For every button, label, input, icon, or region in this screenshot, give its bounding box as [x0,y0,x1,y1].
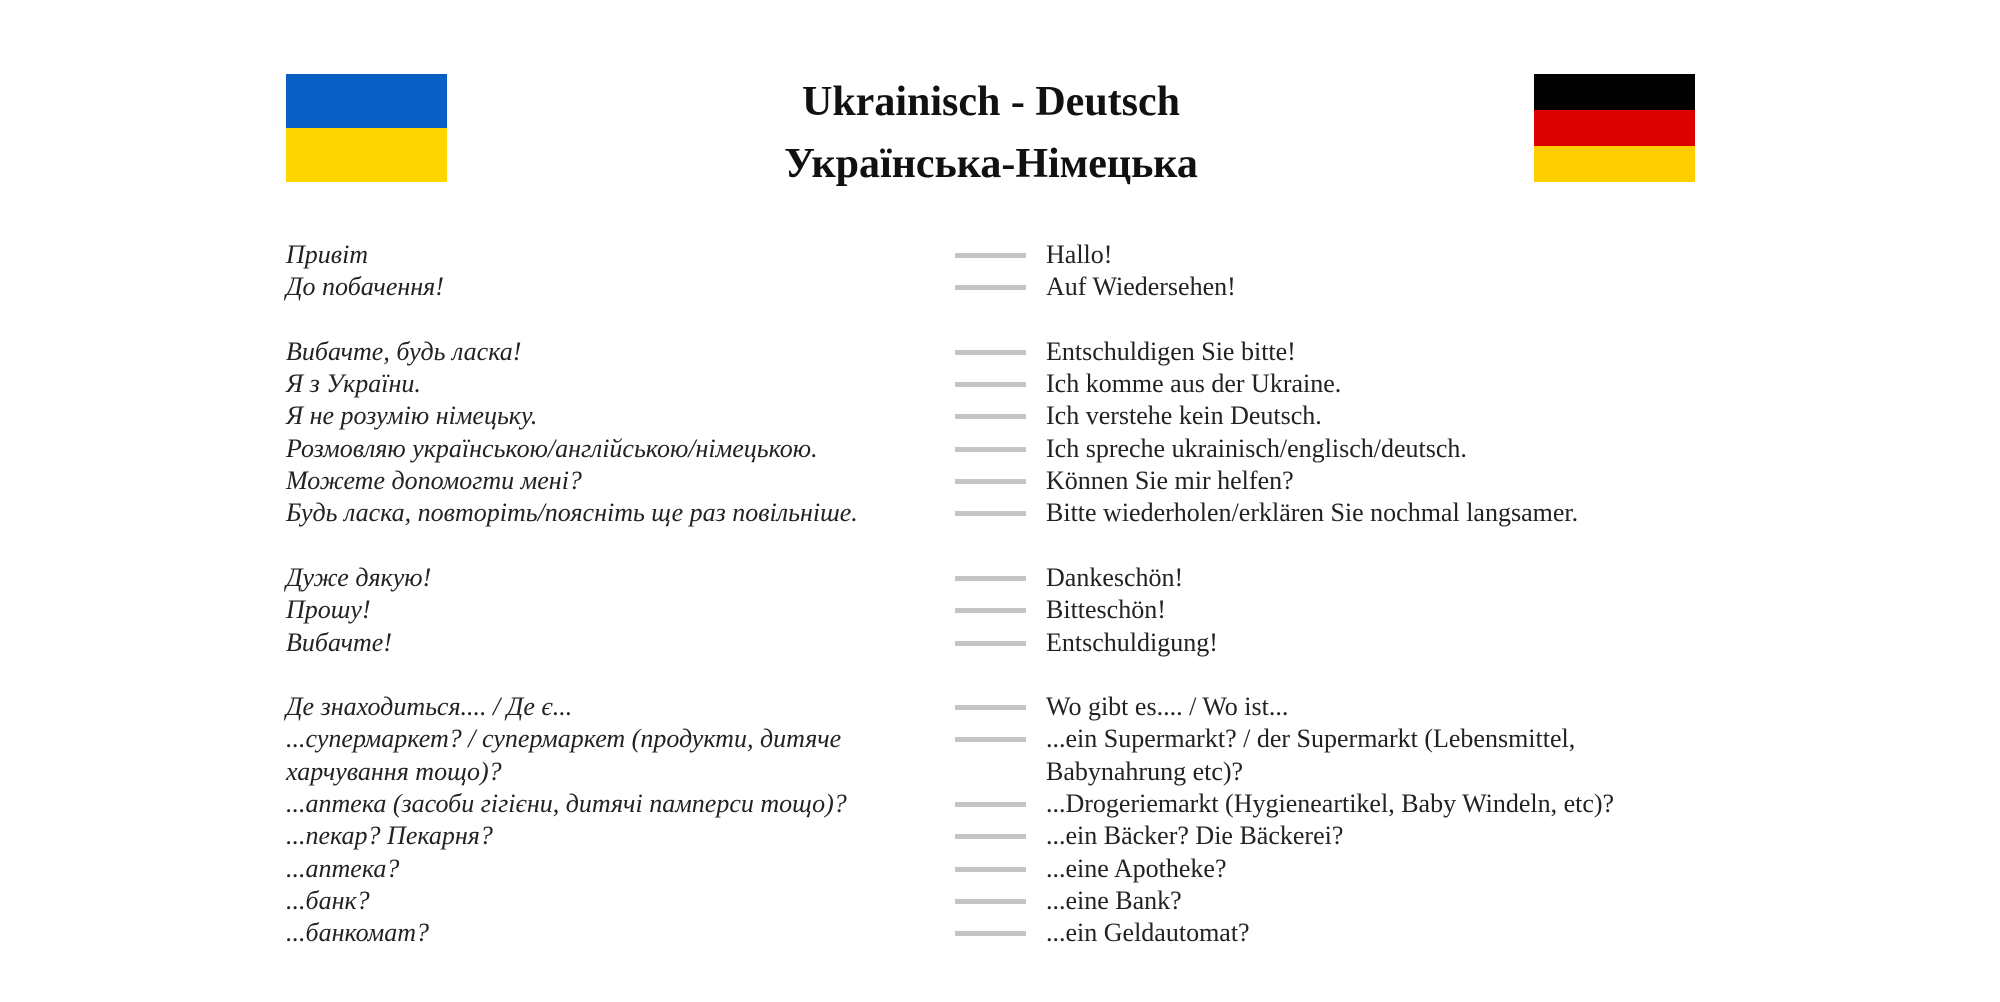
dash-separator [955,400,1026,432]
dash-line [955,802,1026,807]
phrase-row [286,368,1706,400]
german-phrase: Ich spreche ukrainisch/englisch/deutsch. [1046,433,1467,463]
phrase-row [286,271,1706,303]
phrase-row [286,336,1706,368]
ukrainian-phrase: Дуже дякую! [286,562,432,592]
dash-line [955,576,1026,581]
dash-separator [955,723,1026,788]
german-phrase: ...ein Geldautomat? [1046,918,1250,948]
dash-line [955,382,1026,387]
phrase-row [286,627,1706,659]
dash-line [955,931,1026,936]
dash-line [955,350,1026,355]
ukrainian-phrase: До побачення! [286,272,444,302]
german-phrase: Bitte wiederholen/erklären Sie nochmal langsamer. [1046,498,1579,528]
ukrainian-phrase: ...аптека (засоби гігієни, дитячі памперси тощо)? [286,789,847,819]
phrase-row [286,400,1706,432]
dash-separator [955,497,1026,529]
ukrainian-phrase: Розмовляю українською/англійською/німецькою. [286,433,818,463]
german-phrase: ...eine Apotheke? [1046,853,1227,883]
phrase-row [286,917,1706,949]
ukrainian-phrase: Будь ласка, повторіть/поясніть ще раз повільніше. [286,498,858,528]
german-phrase: Wo gibt es.... / Wo ist... [1046,692,1289,722]
dash-separator [955,271,1026,303]
ukrainian-phrase: ...банкомат? [286,918,430,948]
dash-separator [955,336,1026,368]
ukrainian-phrase: Вибачте, будь ласка! [286,336,522,366]
dash-separator [955,788,1026,820]
dash-line [955,641,1026,646]
german-phrase: Können Sie mir helfen? [1046,466,1294,496]
dash-line [955,511,1026,516]
phrase-row [286,465,1706,497]
phrase-row [286,562,1706,594]
ukrainian-phrase: Вибачте! [286,627,392,657]
phrase-row [286,788,1706,820]
dash-separator [955,239,1026,271]
dash-line [955,479,1026,484]
dash-separator [955,368,1026,400]
row-spacer [286,659,1706,691]
ukrainian-phrase: Можете допомогти мені? [286,466,582,496]
dash-line [955,253,1026,258]
phrase-row [286,594,1706,626]
row-spacer [286,304,1706,336]
phrase-list [286,239,1706,950]
german-phrase: Hallo! [1046,240,1113,269]
phrase-row [286,723,1706,788]
phrase-row [286,239,1706,271]
dash-separator [955,853,1026,885]
german-phrase: ...ein Supermarkt? / der Supermarkt (Lebensmittel, Babynahrung etc)? [1046,724,1576,786]
dash-separator [955,433,1026,465]
dash-separator [955,917,1026,949]
phrase-row [286,497,1706,529]
dash-line [955,737,1026,742]
page-subtitle: Українська-Німецька [784,141,1198,187]
dash-separator [955,885,1026,917]
german-phrase: Auf Wiedersehen! [1046,272,1236,302]
dash-line [955,285,1026,290]
ukrainian-phrase: Привіт [286,240,369,269]
ukrainian-phrase: ...супермаркет? / супермаркет (продукти, дитяче харчування тощо)? [286,724,842,786]
dash-line [955,899,1026,904]
dash-separator [955,691,1026,723]
page-title: Ukrainisch - Deutsch [801,79,1181,125]
dash-separator [955,465,1026,497]
german-phrase: Dankeschön! [1046,562,1184,592]
ukrainian-phrase: Я не розумію німецьку. [286,401,538,431]
german-phrase: Ich komme aus der Ukraine. [1046,369,1342,399]
dash-separator [955,594,1026,626]
german-phrase: ...eine Bank? [1046,885,1182,915]
german-phrase: Bitteschön! [1046,595,1166,625]
phrase-row [286,885,1706,917]
ukrainian-phrase: Я з України. [286,369,421,399]
row-spacer [286,530,1706,562]
ukrainian-phrase: ...банк? [286,885,370,915]
dash-separator [955,820,1026,852]
german-phrase: ...ein Bäcker? Die Bäckerei? [1046,821,1344,851]
ukrainian-phrase: ...аптека? [286,853,400,883]
phrase-row [286,820,1706,852]
phrase-row [286,853,1706,885]
dash-line [955,608,1026,613]
ukrainian-phrase: Прошу! [286,595,371,625]
ukrainian-phrase: Де знаходиться.... / Де є... [286,692,573,722]
german-phrase: ...Drogeriemarkt (Hygieneartikel, Baby Windeln, etc)? [1046,789,1615,819]
german-phrase: Ich verstehe kein Deutsch. [1046,401,1322,431]
dash-line [955,447,1026,452]
dash-line [955,834,1026,839]
dash-separator [955,627,1026,659]
phrase-row [286,433,1706,465]
dash-line [955,867,1026,872]
german-phrase: Entschuldigen Sie bitte! [1046,336,1296,366]
ukrainian-phrase: ...пекар? Пекарня? [286,821,493,851]
dash-line [955,414,1026,419]
dash-separator [955,562,1026,594]
dash-line [955,705,1026,710]
phrase-row [286,691,1706,723]
german-phrase: Entschuldigung! [1046,627,1218,657]
